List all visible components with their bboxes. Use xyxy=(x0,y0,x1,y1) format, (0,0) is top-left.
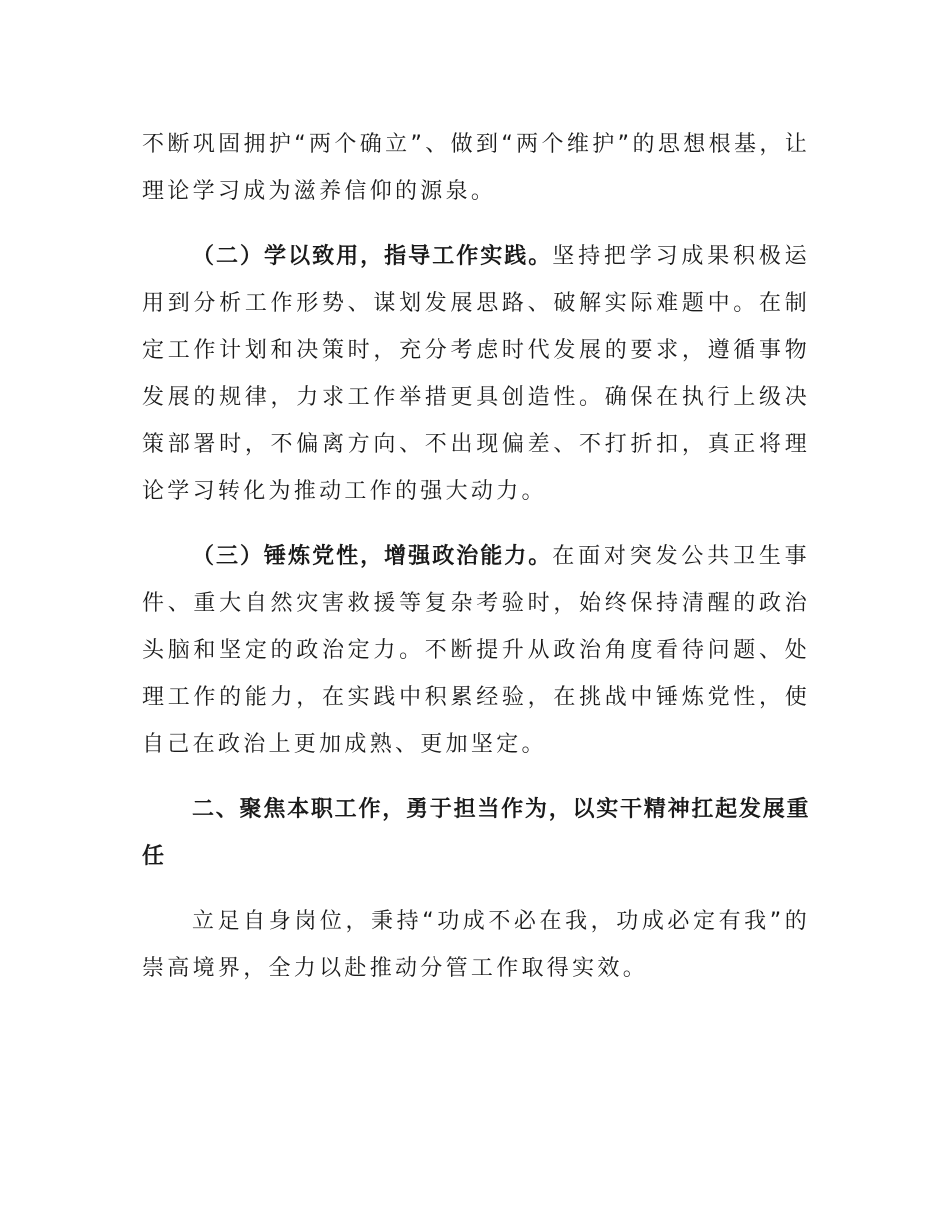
paragraph-post-duty xyxy=(142,898,810,992)
paragraph-lead-bold: （二）学以致用，指导工作实践。 xyxy=(192,244,553,269)
paragraph-text: 不断巩固拥护“两个确立”、做到“两个维护”的思想根基，让理论学习成为滋养信仰的源泉。 xyxy=(142,132,810,204)
paragraph-text: 立足自身岗位，秉持“功成不必在我，功成必定有我”的崇高境界，全力以赴推动分管工作取得实效。 xyxy=(142,909,810,981)
paragraph-study-apply xyxy=(142,233,810,515)
section-heading: 二、聚焦本职工作，勇于担当作为，以实干精神扛起发展重任 xyxy=(142,797,810,869)
paragraph-lead-bold: （三）锤炼党性，增强政治能力。 xyxy=(192,544,553,569)
document-page xyxy=(142,121,810,992)
paragraph-text: 在面对突发公共卫生事件、重大自然灾害救援等复杂考验时，始终保持清醒的政治头脑和坚定的政治定力。不断提升从政治角度看待问题、处理工作的能力，在实践中积累经验，在挑战中锤炼党性，使自己在政治上更加成熟、更加坚定。 xyxy=(142,544,810,757)
paragraph-continuation xyxy=(142,121,810,215)
paragraph-text: 坚持把学习成果积极运用到分析工作形势、谋划发展思路、破解实际难题中。在制定工作计划和决策时，充分考虑时代发展的要求，遵循事物发展的规律，力求工作举措更具创造性。确保在执行上级决策部署时，不偏离方向、不出现偏差、不打折扣，真正将理论学习转化为推动工作的强大动力。 xyxy=(142,244,810,504)
paragraph-party-spirit xyxy=(142,533,810,768)
